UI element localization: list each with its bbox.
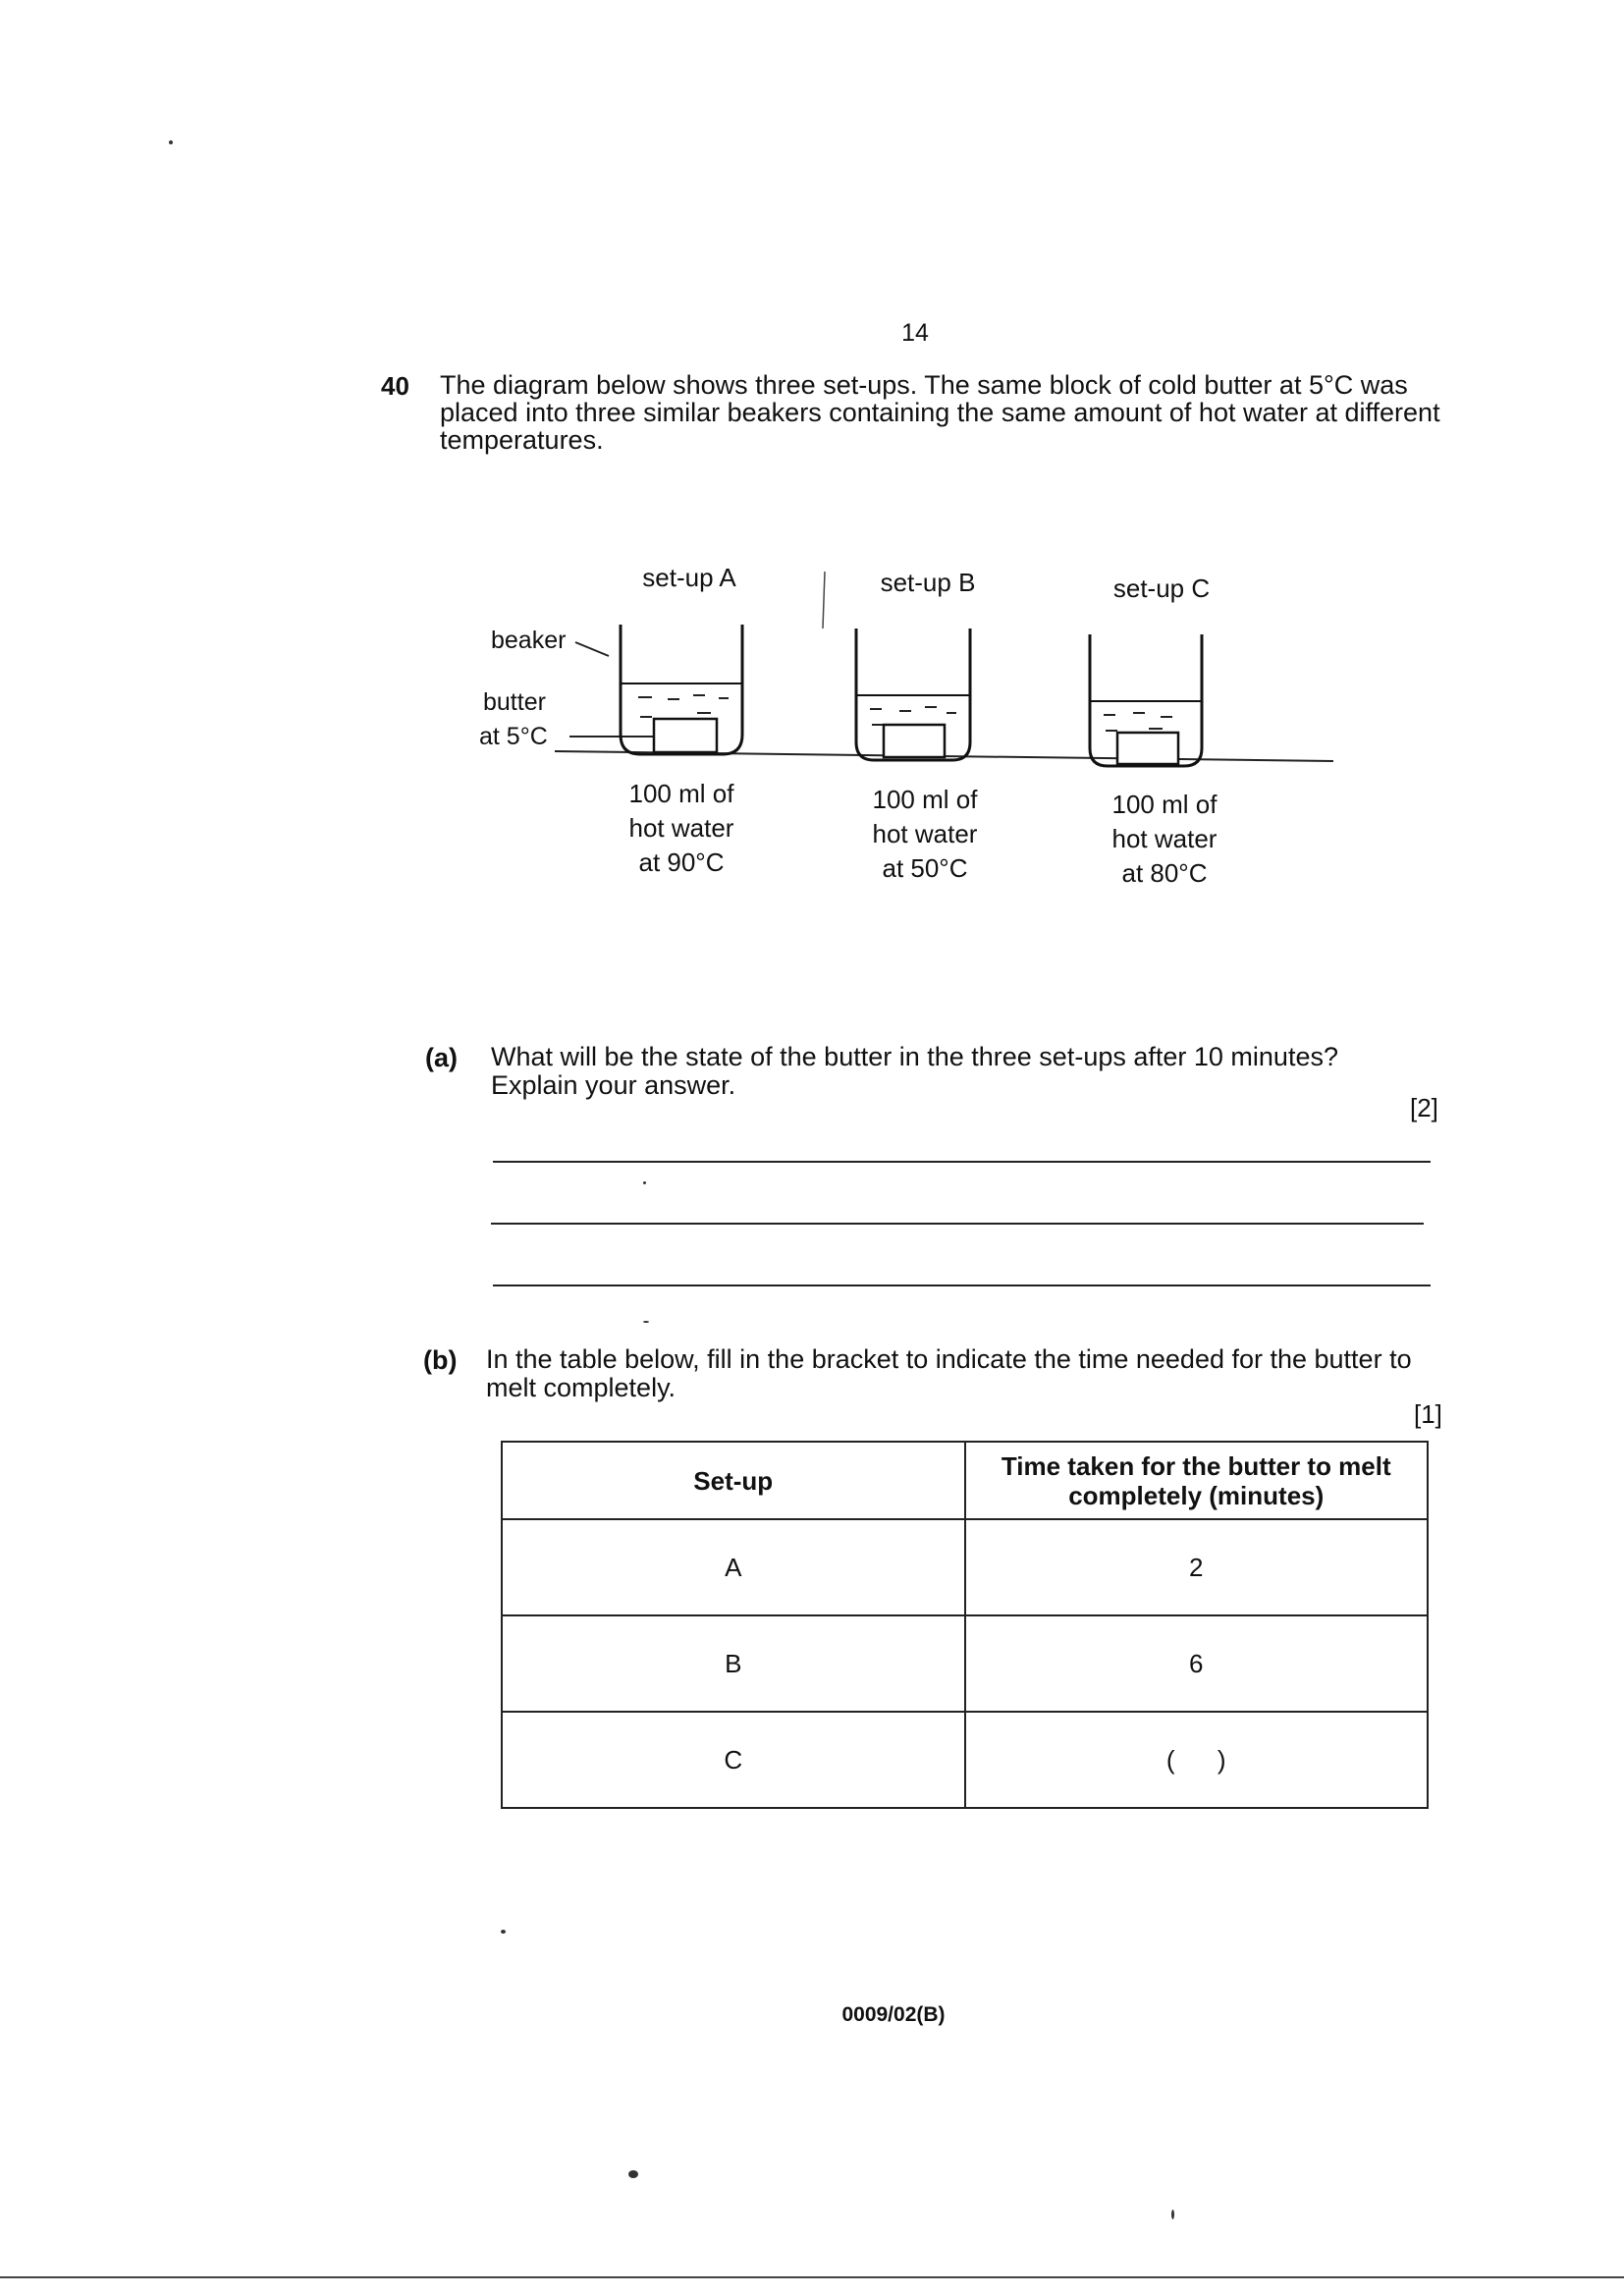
setup-a-water-line2: hot water <box>628 813 734 843</box>
beaker-b <box>856 629 970 760</box>
header-setup: Set-up <box>502 1442 965 1519</box>
question-number: 40 <box>381 371 409 401</box>
bottom-edge-rule <box>0 2276 1624 2278</box>
setup-b-water-line2: hot water <box>872 819 978 848</box>
row-a-setup: A <box>502 1519 965 1615</box>
setup-c-water-line2: hot water <box>1111 824 1218 853</box>
butter-label-line2: at 5°C <box>479 723 548 750</box>
table-row <box>502 1519 1428 1615</box>
header-time: Time taken for the butter to melt completely (minutes) <box>965 1442 1429 1519</box>
beaker-setups-diagram <box>461 550 1345 923</box>
scan-speck <box>643 1321 649 1323</box>
beaker-c <box>1090 634 1202 766</box>
row-b-time: 6 <box>965 1615 1429 1712</box>
scan-speck <box>643 1181 646 1184</box>
setup-a-title: set-up A <box>642 563 736 592</box>
answer-line-1[interactable] <box>493 1161 1431 1163</box>
melting-time-table <box>501 1441 1429 1809</box>
row-a-time: 2 <box>965 1519 1429 1615</box>
beaker-a <box>621 625 742 754</box>
page-number: 14 <box>901 319 929 347</box>
part-a-label: (a) <box>425 1043 458 1072</box>
question-text: The diagram below shows three set-ups. The same block of cold butter at 5°C was placed into three similar beakers containing the same amount of hot water at different temperatures. <box>440 370 1440 455</box>
paper-code: 0009/02(B) <box>841 2003 946 2026</box>
part-a-marks: [2] <box>1410 1093 1438 1122</box>
table-row <box>502 1615 1428 1712</box>
setup-b-water-line3: at 50°C <box>882 853 968 883</box>
row-b-setup: B <box>502 1615 965 1712</box>
row-c-setup: C <box>502 1712 965 1808</box>
setup-a-water-line3: at 90°C <box>638 847 725 877</box>
setup-b-title: set-up B <box>880 568 976 597</box>
answer-line-2[interactable] <box>491 1223 1424 1225</box>
scan-speck <box>1171 2210 1174 2219</box>
setup-a-water-line1: 100 ml of <box>628 779 734 808</box>
table-header-row <box>502 1442 1428 1519</box>
setup-c-water-line1: 100 ml of <box>1111 790 1218 819</box>
part-a-question: What will be the state of the butter in the three set-ups after 10 minutes? Explain your answer. <box>491 1042 1338 1100</box>
scan-speck <box>169 140 173 144</box>
butter-label-line1: butter <box>483 688 546 716</box>
part-b-question: In the table below, fill in the bracket to indicate the time needed for the butter to melt completely. <box>486 1344 1412 1402</box>
butter-block-b <box>884 725 945 757</box>
scan-speck <box>501 1930 506 1934</box>
setup-c-title: set-up C <box>1112 574 1211 603</box>
part-b-marks: [1] <box>1414 1399 1442 1429</box>
row-c-time-answer[interactable]: ( ) <box>965 1712 1429 1808</box>
beaker-label: beaker <box>491 627 567 654</box>
butter-block-c <box>1117 733 1178 764</box>
butter-block-a <box>654 719 717 752</box>
table-row <box>502 1712 1428 1808</box>
part-b-label: (b) <box>423 1345 458 1375</box>
scan-speck <box>628 2170 638 2178</box>
setup-b-water-line1: 100 ml of <box>872 785 978 814</box>
setup-c-water-line3: at 80°C <box>1121 858 1208 888</box>
answer-line-3[interactable] <box>493 1285 1431 1286</box>
